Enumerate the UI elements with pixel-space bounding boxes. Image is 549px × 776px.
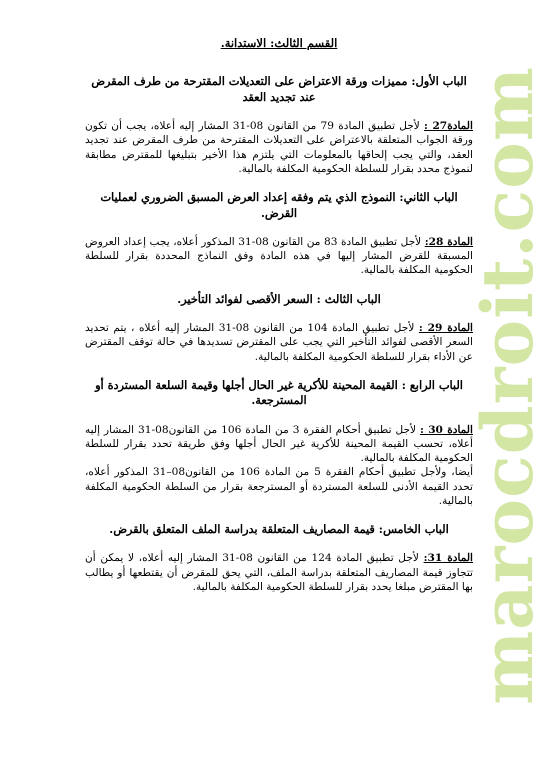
article-paragraph	[85, 423, 473, 466]
chapter-heading: الباب الأول: مميزات ورقة الاعتراض على التعديلات المقترحة من طرف المقرض عند تجديد العقد	[91, 74, 467, 104]
article-paragraph	[85, 321, 473, 364]
chapter-heading: الباب الثالث : السعر الأقصى لفوائد التأخير.	[177, 291, 381, 306]
article-text: أيضا، ولأجل تطبيق أحكام الفقرة 5 من المادة 106 من القانون08–31 المذكور أعلاه، تحدد القيمة الأدنى للسلعة المستردة أو المسترجعة بقرار من السلطة الحكومية المكلفة بالمالية.	[85, 466, 474, 507]
chapter-heading: الباب الثاني: النموذج الذي يتم وفقه إعداد العرض المسبق الضروري لعمليات القرض.	[100, 190, 458, 220]
article-text: لأجل تطبيق المادة 104 من القانون 08-31 المشار إليه أعلاه ، يتم تحديد السعر الأقصى لفوائد التأخير التي يجب على المقترض تسديدها في حالة توقف المقترض عن الأداء بقرار للسلطة الحكومية المكلفة بالمالية.	[85, 322, 473, 363]
article-paragraph	[85, 465, 473, 508]
article-label: المادة 28:	[424, 236, 473, 249]
article-label: المادة 30 :	[420, 423, 473, 436]
article-label: المادة 31:	[423, 552, 474, 565]
chapter-heading: الباب الخامس: قيمة المصاريف المتعلقة بدراسة الملف المتعلق بالقرض.	[109, 521, 449, 536]
article	[85, 551, 473, 594]
watermark	[466, 10, 549, 760]
article-text: لأجل تطبيق المادة 124 من القانون 08-31 المشار إليه أعلاه، لا يمكن أن تتجاوز قيمة المصاريف المتعلقة بدراسة الملف، التي يحق للمقرض أن يقتطعها أو يطالب بها المقترض مبلغا يحدد بقرار للسلطة الحكومية المكلفة بالمالية.	[85, 552, 473, 593]
article-text: لأجل تطبيق أحكام الفقرة 3 من المادة 106 من القانون08-31 المشار إليه أعلاه، تحسب القيمة المحينة للأكرية غير الحال أجلها وفق طريقة تحدد بقرار للسلطة الحكومية المكلفة بالمالية.	[85, 423, 473, 465]
article-label: المادة27 :	[424, 120, 473, 133]
article-label: المادة 29 :	[418, 322, 473, 335]
watermark-text: marocdroit.com	[466, 65, 549, 705]
article	[85, 321, 473, 364]
article	[85, 235, 473, 278]
article	[85, 119, 473, 176]
article	[85, 423, 473, 508]
chapter-heading: الباب الرابع : القيمة المحينة للأكرية غير الحال أجلها وقيمة السلعة المستردة أو المسترجعة.	[95, 377, 463, 408]
article-paragraph	[85, 119, 473, 176]
article-paragraph	[85, 551, 473, 594]
article-text: لأجل تطبيق المادة 79 من القانون 08-31 المشار إليه أعلاه، يجب أن تكون ورقة الجواب المتعلقة بالاعتراض على التعديلات المقترحة من طرف المقرض عند تجديد العقد، والتي يجب إلحاقها بالمعلومات التي يلتزم هذا الأخير بتبليغها للمقترض مطابقة لنموذج محدد بقرار للسلطة الحكومية المكلفة بالمالية.	[85, 120, 473, 175]
article-paragraph	[85, 235, 473, 278]
article-text: لأجل تطبيق المادة 83 من القانون 08-31 المذكور أعلاه، يجب إعداد العروض المسبقة للقرض المشار إليها في هذه المادة وفق النماذج المحددة بقرار للسلطة الحكومية المكلفة بالمالية.	[85, 236, 473, 277]
section-title: القسم الثالث: الاستدانة.	[220, 36, 338, 50]
document-content	[85, 36, 473, 608]
